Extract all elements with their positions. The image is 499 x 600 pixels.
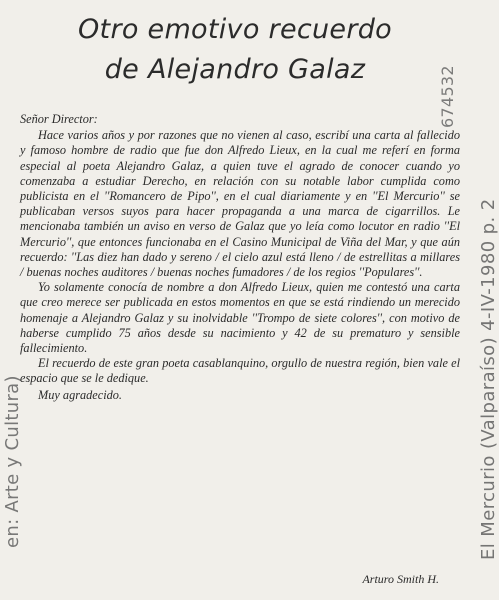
paragraph-3: El recuerdo de este gran poeta casablanquino, orgullo de nuestra región, bien vale el espacio que se le dedique. xyxy=(20,356,460,386)
title-line-1: Otro emotivo recuerdo xyxy=(78,14,392,45)
title-line-2: de Alejandro Galaz xyxy=(104,54,366,85)
left-margin-note: en: Arte y Cultura) xyxy=(2,375,23,548)
article-title xyxy=(60,10,410,90)
signature: Arturo Smith H. xyxy=(362,572,439,586)
closing: Muy agradecido. xyxy=(38,387,123,402)
article-body xyxy=(20,112,460,403)
right-margin-note: El Mercurio (Valparaíso) 4-IV-1980 p. 2 xyxy=(478,198,499,560)
salutation: Señor Director: xyxy=(20,112,98,126)
paragraph-2: Yo solamente conocía de nombre a don Alfredo Lieux, quien me contestó una carta que creo merece ser publicada en estos momentos en que se está rindiendo un merecido homenaje a Alejandro Galaz y su inolvidable ''Trompo de siete colores'', con motivo de haberse cumplido 75 años desde su nacimiento y 42 de su prematuro y sensible fallecimiento. xyxy=(20,280,460,356)
paragraph-1: Hace varios años y por razones que no vienen al caso, escribí una carta al fallecido y famoso hombre de radio que fue don Alfredo Lieux, en la cual me referí en forma especial al poeta Alejandro Galaz, a quien tuve el agrado de conocer cuando yo comenzaba a estudiar Derecho, en relación con su notable labor cumplida como publicista en el ''Romancero de Pipo'', en el cual diariamente y en ''El Mercurio'' se publicaban versos suyos para hacer propaganda a una marca de cigarrillos. Le mencionaba también un aviso en verso de Galaz que yo leía como locutor en radio ''El Mercurio'', que entonces funcionaba en el Casino Municipal de Viña del Mar, y que aún recuerdo: ''Las diez han dado y sereno / el cielo azul está lleno / de estrellitas a millares / buenas noches auditores / buenas noches fumadores / de los regios ''Populares''. xyxy=(20,128,460,280)
accession-number: 674532 xyxy=(438,65,457,128)
